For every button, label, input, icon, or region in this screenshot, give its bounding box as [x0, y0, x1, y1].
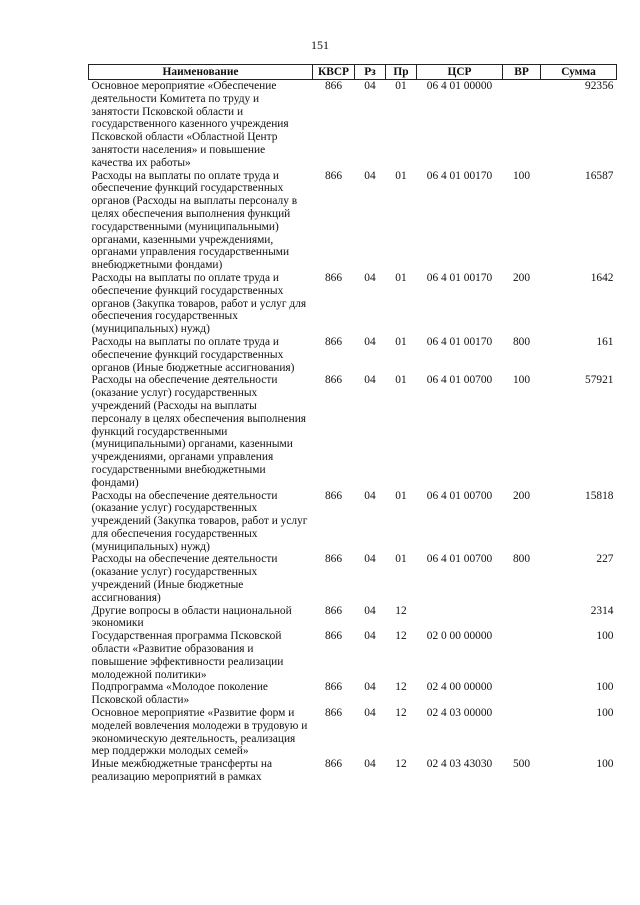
cell-vr: [503, 80, 541, 170]
cell-kvsr: 866: [324, 271, 343, 284]
cell-sum: 92356: [585, 80, 614, 92]
cell-csr: 06 4 01 00700: [426, 374, 493, 387]
cell-name: Основное мероприятие «Развитие форм и моделей вовлечения молодежи в трудовую и экономическую деятельность, реализация мер поддержки молодых семей»: [91, 707, 308, 758]
cell-vr: 200: [512, 489, 531, 502]
cell-name: Иные межбюджетные трансферты на реализацию мероприятий в рамках: [91, 758, 273, 784]
cell-pr: 12: [395, 681, 407, 694]
cell-pr: 01: [395, 489, 407, 502]
cell-csr: 06 4 01 00700: [426, 553, 493, 566]
cell-kvsr: 866: [324, 169, 343, 182]
cell-csr: 06 4 01 00000: [426, 80, 493, 92]
cell-pr: 12: [395, 707, 407, 720]
cell-pr: 01: [395, 374, 407, 387]
cell-pr: 12: [395, 630, 407, 643]
cell-vr: 100: [512, 374, 531, 387]
cell-vr: 500: [512, 758, 531, 771]
cell-kvsr: 866: [324, 758, 343, 771]
cell-vr: 800: [512, 553, 531, 566]
cell-vr: [503, 707, 541, 758]
cell-name: Другие вопросы в области национальной экономики: [91, 604, 292, 630]
cell-csr: 06 4 01 00700: [426, 489, 493, 502]
cell-csr: 02 4 00 00000: [426, 681, 493, 694]
cell-rz: 04: [364, 489, 376, 502]
cell-rz: 04: [364, 271, 376, 284]
cell-rz: 04: [364, 553, 376, 566]
header-name: Наименование: [89, 65, 313, 80]
header-vr: ВР: [503, 65, 541, 80]
table-row: [89, 336, 617, 374]
cell-sum: 1642: [590, 271, 614, 284]
cell-name: Подпрограмма «Молодое поколение Псковской области»: [91, 681, 268, 707]
cell-sum: 100: [596, 630, 614, 643]
cell-kvsr: 866: [324, 604, 343, 617]
cell-sum: 161: [596, 335, 614, 348]
cell-rz: 04: [364, 681, 376, 694]
cell-name: Расходы на обеспечение деятельности (оказание услуг) государственных учреждений (Расходы на выплаты персоналу в целях обеспечения выполнения функций государственными (муниципальными) органами, казенными учреждениями, органами управления государственными внебюджетными фондами): [91, 374, 307, 489]
header-kvsr: КВСР: [313, 65, 355, 80]
cell-name: Расходы на выплаты по оплате труда и обеспечение функций государственных органов (Закупка товаров, работ и услуг для обеспечения государственных (муниципальных) нужд): [91, 271, 307, 336]
cell-vr: 200: [512, 271, 531, 284]
cell-name: Расходы на выплаты по оплате труда и обеспечение функций государственных органов (Иные бюджетные ассигнования): [91, 335, 295, 374]
header-rz: Рз: [355, 65, 386, 80]
budget-table: [88, 64, 617, 784]
header-pr: Пр: [386, 65, 417, 80]
cell-csr: 02 0 00 00000: [426, 630, 493, 643]
table-row: [89, 681, 617, 707]
cell-name: Расходы на обеспечение деятельности (оказание услуг) государственных учреждений (Закупка товаров, работ и услуг для обеспечения государственных (муниципальных) нужд): [91, 489, 308, 553]
table-row: [89, 170, 617, 272]
cell-pr: 12: [395, 604, 407, 617]
cell-kvsr: 866: [324, 630, 343, 643]
cell-vr: 800: [512, 335, 531, 348]
cell-pr: 01: [395, 335, 407, 348]
cell-sum: 57921: [585, 374, 614, 387]
cell-kvsr: 866: [324, 374, 343, 387]
header-sum: Сумма: [541, 65, 617, 80]
cell-name: Расходы на выплаты по оплате труда и обеспечение функций государственных органов (Расходы на выплаты персоналу в целях обеспечения выполнения функций государственными (муниципальными) органами, казенными учреждениями, органами управления государственными внебюджетными фондами): [91, 169, 298, 272]
table-row: [89, 630, 617, 681]
cell-rz: 04: [364, 169, 376, 182]
table-row: [89, 374, 617, 489]
page-number: 151: [311, 38, 329, 52]
cell-sum: 15818: [585, 489, 614, 502]
table-header: [89, 65, 617, 80]
cell-kvsr: 866: [324, 335, 343, 348]
cell-kvsr: 866: [324, 707, 343, 720]
cell-vr: [503, 605, 541, 631]
cell-rz: 04: [364, 80, 376, 92]
cell-kvsr: 866: [324, 489, 343, 502]
cell-csr: [417, 605, 503, 631]
cell-pr: 01: [395, 271, 407, 284]
cell-pr: 01: [395, 553, 407, 566]
cell-rz: 04: [364, 630, 376, 643]
cell-csr: 02 4 03 43030: [426, 758, 493, 771]
cell-name: Основное мероприятие «Обеспечение деятельности Комитета по труду и занятости Псковской области и государственного казенного учреждения Псковской области «Областной Центр занятости населения» и повышение качества их работы»: [91, 80, 289, 169]
cell-pr: 01: [395, 80, 407, 92]
table-row: [89, 490, 617, 554]
cell-rz: 04: [364, 604, 376, 617]
header-csr: ЦСР: [417, 65, 503, 80]
cell-vr: [503, 681, 541, 707]
cell-sum: 227: [596, 553, 614, 566]
cell-pr: 12: [395, 758, 407, 771]
cell-sum: 100: [596, 758, 614, 771]
cell-sum: 2314: [590, 604, 614, 617]
table-row: [89, 80, 617, 170]
table-row: [89, 553, 617, 604]
cell-csr: 06 4 01 00170: [426, 335, 493, 348]
cell-csr: 06 4 01 00170: [426, 271, 493, 284]
cell-kvsr: 866: [324, 80, 343, 92]
cell-kvsr: 866: [324, 681, 343, 694]
table-row: [89, 758, 617, 784]
cell-kvsr: 866: [324, 553, 343, 566]
cell-sum: 100: [596, 681, 614, 694]
cell-name: Государственная программа Псковской области «Развитие образования и повышение эффективности реализации молодежной политики»: [91, 630, 284, 681]
cell-rz: 04: [364, 335, 376, 348]
cell-csr: 06 4 01 00170: [426, 169, 493, 182]
cell-rz: 04: [364, 707, 376, 720]
cell-csr: 02 4 03 00000: [426, 707, 493, 720]
cell-rz: 04: [364, 758, 376, 771]
cell-vr: 100: [512, 169, 531, 182]
table-row: [89, 272, 617, 336]
cell-name: Расходы на обеспечение деятельности (оказание услуг) государственных учреждений (Иные бюджетные ассигнования): [91, 553, 278, 604]
table-body: [89, 80, 617, 784]
table-row: [89, 605, 617, 631]
cell-vr: [503, 630, 541, 681]
cell-rz: 04: [364, 374, 376, 387]
cell-sum: 16587: [585, 169, 614, 182]
table-row: [89, 707, 617, 758]
cell-sum: 100: [596, 707, 614, 720]
cell-pr: 01: [395, 169, 407, 182]
